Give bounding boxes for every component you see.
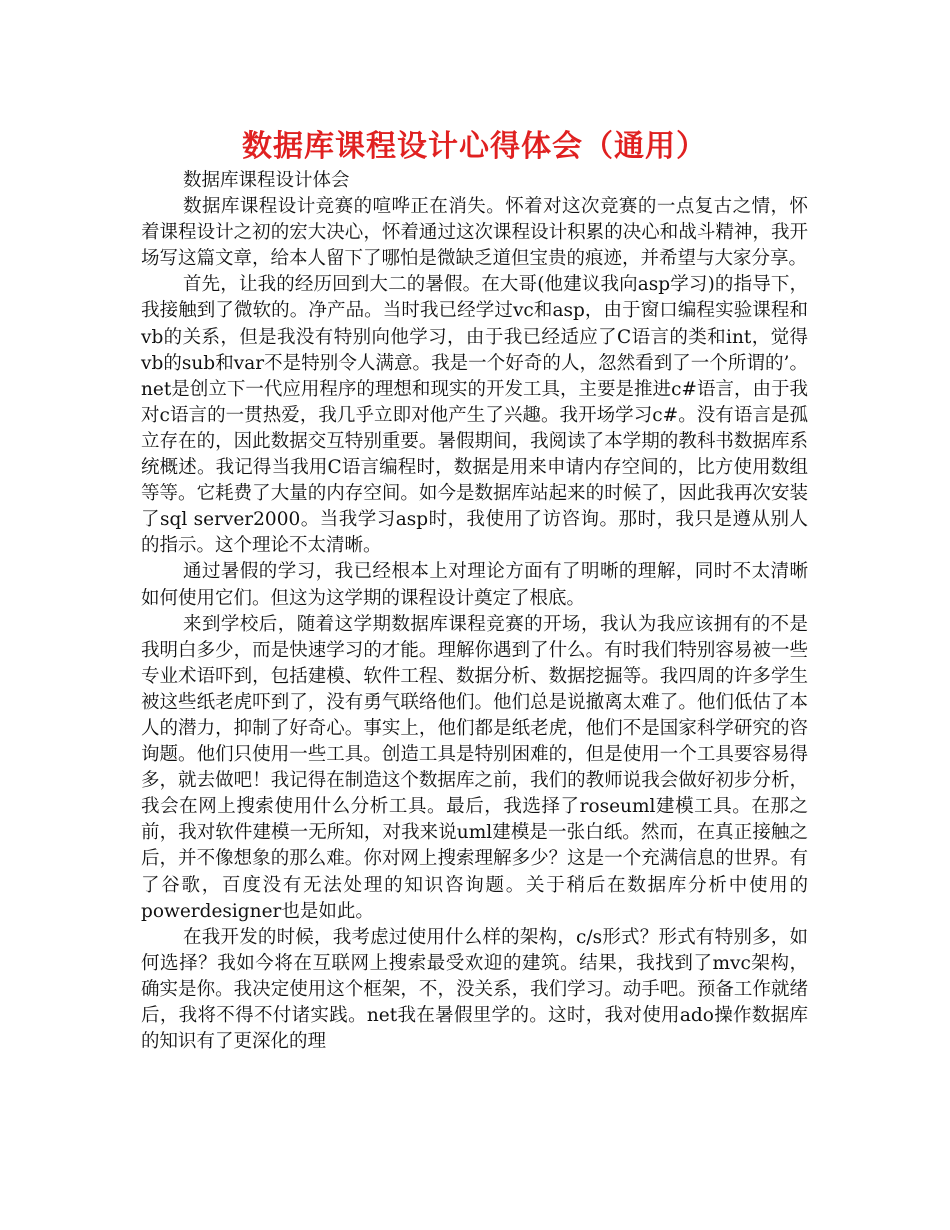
paragraph-5: 在我开发的时候，我考虑过使用什么样的架构，c/s形式？形式有特别多，如何选择？我如今将在互联网上搜索最受欢迎的建筑。结果，我找到了mvc架构，确实是你。我决定使用这个框架，不，没关系，我们学习。动手吧。预备工作就绪后，我将不得不付诸实践。net我在暑假里学的。这时，我对使用ado操作数据库的知识有了更深化的理 (141, 926, 808, 1053)
paragraph-3: 通过暑假的学习，我已经根本上对理论方面有了明晰的理解，同时不太清晰如何使用它们。但这为这学期的课程设计奠定了根底。 (141, 561, 808, 609)
paragraph-4: 来到学校后，随着这学期数据库课程竞赛的开场，我认为我应该拥有的不是我明白多少，而是快速学习的才能。理解你遇到了什么。有时我们特别容易被一些专业术语吓到，包括建模、软件工程、数据分析、数据挖掘等。我四周的许多学生被这些纸老虎吓到了，没有勇气联络他们。他们总是说撤离太难了。他们低估了本人的潜力，抑制了好奇心。事实上，他们都是纸老虎，他们不是国家科学研究的咨询题。他们只使用一些工具。创造工具是特别困难的，但是使用一个工具要容易得多，就去做吧！我记得在制造这个数据库之前，我们的教师说我会做好初步分析，我会在网上搜索使用什么分析工具。最后，我选择了roseuml建模工具。在那之前，我对软件建模一无所知，对我来说uml建模是一张白纸。然而，在真正接触之后，并不像想象的那么难。你对网上搜索理解多少？这是一个充满信息的世界。有了谷歌，百度没有无法处理的知识咨询题。关于稍后在数据库分析中使用的powerdesigner也是如此。 (141, 613, 808, 922)
document-body (141, 168, 808, 1055)
paragraph-1: 数据库课程设计竞赛的喧哗正在消失。怀着对这次竞赛的一点复古之情，怀着课程设计之初的宏大决心，怀着通过这次课程设计积累的决心和战斗精神，我开场写这篇文章，给本人留下了哪怕是微缺乏道但宝贵的痕迹，并希望与大家分享。 (141, 196, 808, 270)
document-title: 数据库课程设计心得体会（通用） (242, 129, 707, 164)
paragraph-2: 首先，让我的经历回到大二的暑假。在大哥(他建议我向asp学习)的指导下，我接触到了微软的。净产品。当时我已经学过vc和asp，由于窗口编程实验课程和vb的关系，但是我没有特别向他学习，由于我已经适应了C语言的类和int，觉得vb的sub和var不是特别令人满意。我是一个好奇的人，忽然看到了一个所谓的’。net是创立下一代应用程序的理想和现实的开发工具，主要是推进c#语言，由于我对c语言的一贯热爱，我几乎立即对他产生了兴趣。我开场学习c#。没有语言是孤立存在的，因此数据交互特别重要。暑假期间，我阅读了本学期的教科书数据库系统概述。我记得当我用C语言编程时，数据是用来申请内存空间的，比方使用数组等等。它耗费了大量的内存空间。如今是数据库站起来的时候了，因此我再次安装了sql server2000。当我学习asp时，我使用了访咨询。那时，我只是遵从别人的指示。这个理论不太清晰。 (141, 274, 808, 557)
document-page (141, 126, 808, 1055)
document-subtitle: 数据库课程设计体会 (183, 170, 350, 191)
